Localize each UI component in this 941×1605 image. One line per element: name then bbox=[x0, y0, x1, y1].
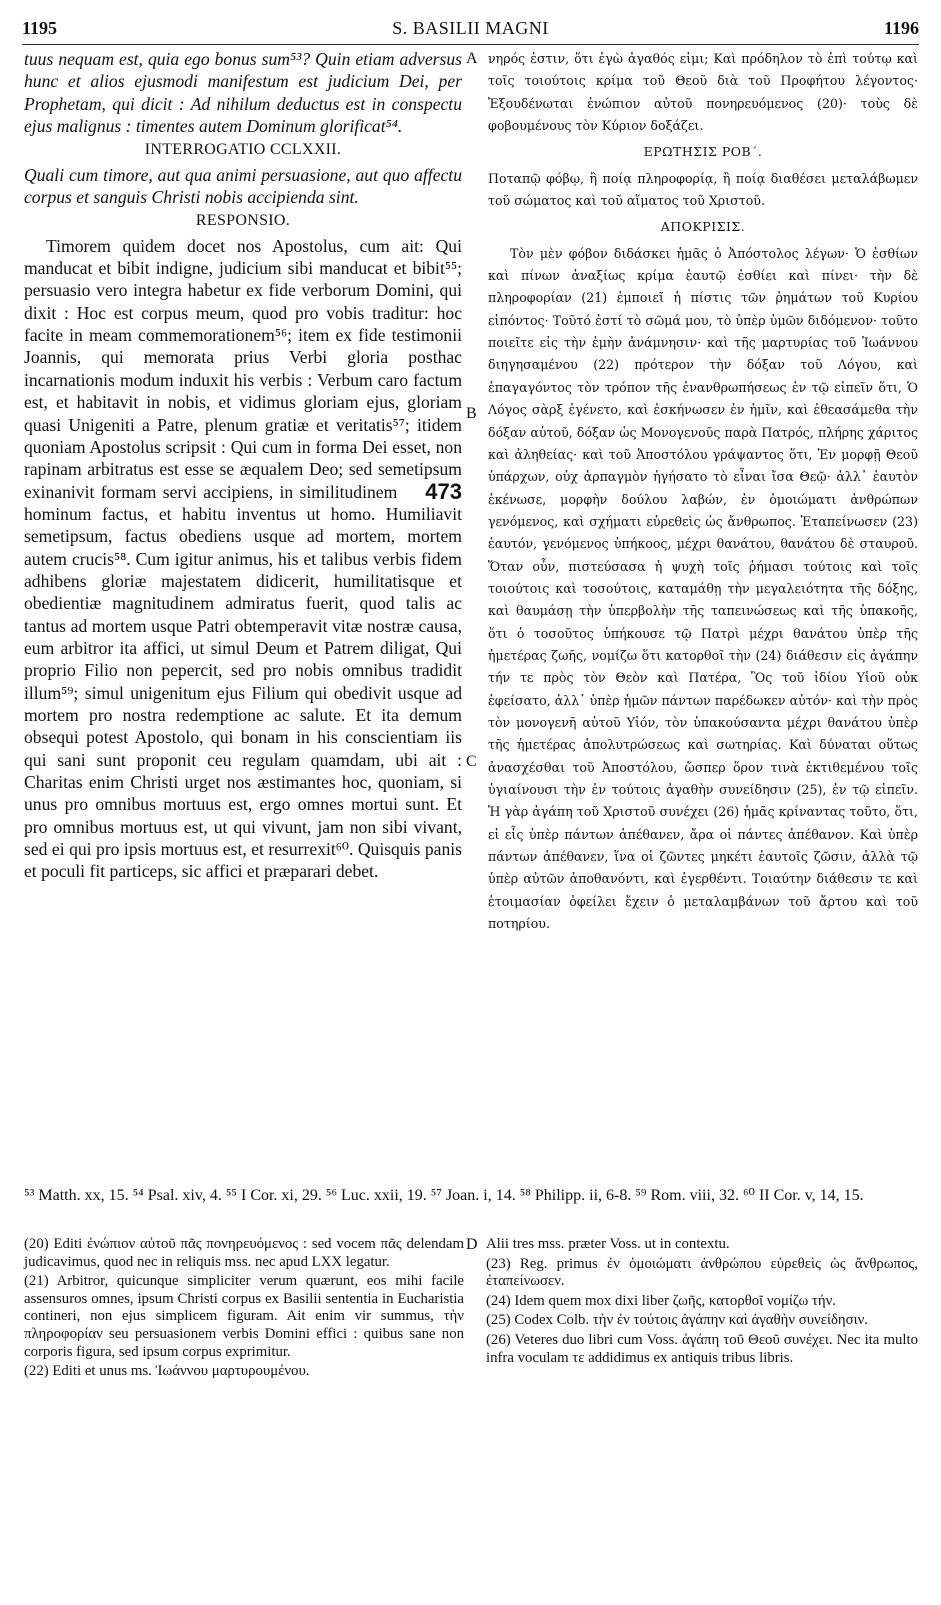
margin-letter-d: D bbox=[466, 1236, 478, 1253]
latin-responsio: RESPONSIO. bbox=[195, 212, 291, 230]
latin-body-part-2: similitudinem hominum factus, et habitu inventus ut homo. Humiliavit semetipsum, factus obediens usque ad mortem, mortem autem crucis⁵⁸. Cum igitur animus, his et talibus verbis fidem adhibens gloriæ majestatem didicerit, humilitatisque et obedientiæ magnitudinem admiratus fuerit, quod talis ac tantus ad mortem usque Patri obtemperavit vitæ nostræ causa, eum arbitror ita affici, ut simul Deum et Patrem diligat, Qui proprio Filio non pepercit, sed pro nobis omnibus tradidit illum⁵⁹; simul unigenitum ejus Filium qui obedivit usque ad mortem pro nostra redemptione ac salute. Et ita demum obsequi potest Apostolo, qui bonam in his conscientiam iis qui sani sunt proponit ceu regulam quamdam, ubi ait : Charitas enim Christi urget nos æstimantes hoc, quoniam, si unus pro omnibus mortuus est, ergo omnes mortui sunt. Et pro omnibus mortuus est, ut qui vivunt, jam non sibi vivant, sed ei qui pro ipsis mortuus est, et resurrexit⁶⁰. Quisquis panis et poculi fit particeps, sic affici et præparari debet. bbox=[24, 481, 462, 882]
footnote-22-continued: Alii tres mss. præter Voss. ut in contextu. bbox=[486, 1236, 730, 1252]
footnote-22: (22) Editi et unus ms. Ἰωάννου μαρτυρουμένου. bbox=[24, 1363, 310, 1380]
greek-question: Ποταπῷ φόβῳ, ἢ ποίᾳ πληροφορίᾳ, ἢ ποίᾳ διαθέσει μεταλάβωμεν τοῦ σώματος καὶ τοῦ αἵματος τοῦ Χριστοῦ. bbox=[488, 170, 918, 209]
page-header bbox=[22, 18, 919, 46]
greek-apokrisis: ΑΠΟΚΡΙΣΙΣ. bbox=[660, 219, 746, 235]
latin-column bbox=[24, 48, 462, 883]
latin-heading: INTERROGATIO CCLXXII. bbox=[144, 141, 342, 159]
greek-column bbox=[488, 48, 918, 935]
header-rule bbox=[22, 44, 919, 45]
latin-question: Quali cum timore, aut qua animi persuasione, aut quo affectu corpus et sanguis Christi nobis accipienda sint. bbox=[24, 164, 462, 208]
page-number-left: 1195 bbox=[22, 18, 58, 38]
footnote-23: (23) Reg. primus ἐν ὁμοιώματι ἀνθρώπου εὑρεθεὶς ὡς ἄνθρωπος, ἐταπείνωσεν. bbox=[486, 1255, 918, 1290]
footnote-20: (20) Editi ἐνώπιον αὐτοῦ πᾶς πονηρευόμενος : sed vocem πᾶς delendam judicavimus, quod nec in reliquis mss. nec apud LXX legatur. bbox=[24, 1236, 464, 1270]
footnote-25: (25) Codex Colb. τὴν ἐν τούτοις ἀγάπην καὶ ἀγαθὴν συνείδησιν. bbox=[486, 1312, 868, 1329]
footnotes-left bbox=[24, 1236, 464, 1383]
greek-body: Τὸν μὲν φόβον διδάσκει ἡμᾶς ὁ Ἀπόστολος λέγων· Ὁ ἐσθίων καὶ πίνων ἀναξίως κρίμα ἑαυτῷ ἐσθίει καὶ πίνει· τὴν δὲ πληροφορίαν (21) ἐμποιεῖ ἡ πίστις τῶν ῥημάτων τοῦ Κυρίου εἰπόντος· Τοῦτό ἐστί τὸ σῶμά μου, τὸ ὑπὲρ ὑμῶν διδόμενον· τοῦτο ποιεῖτε εἰς τὴν ἐμὴν ἀνάμνησιν· καὶ τῆς μαρτυρίας τοῦ Ἰωάννου διηγησαμένου (22) πρότερον τὴν δόξαν τοῦ Λόγου, καὶ ἐπαγαγόντος τὸν τρόπον τῆς ἐνανθρωπήσεως ἐν τῷ εἰπεῖν ὅτι, Ὁ Λόγος σὰρξ ἐγένετο, καὶ ἐσκήνωσεν ἐν ἡμῖν, καὶ ἐθεασάμεθα τὴν δόξαν αὐτοῦ, δόξαν ὡς Μονογενοῦς παρὰ Πατρός, πλήρης χάριτος καὶ ἀληθείας· καὶ τοῦ Ἀποστόλου γράψαντος ὅτι, Ἐν μορφῇ Θεοῦ ὑπάρχων, οὐχ ἁρπαγμὸν ἡγήσατο τὸ εἶναι ἴσα Θεῷ· ἀλλ᾽ ἑαυτὸν ἐκένωσε, μορφὴν δούλου λαβών, ἐν ὁμοιώματι ἀνθρώπων γενόμενος, καὶ σχήματι εὑρεθεὶς ὡς ἄνθρωπος. Ἐταπείνωσεν (23) ἑαυτόν, γενόμενος ὑπήκοος, μέχρι θανάτου, θανάτου δὲ σταυροῦ. Ὅταν οὖν, πιστεύσασα ἡ ψυχὴ τοῖς ῥήμασι τούτοις καὶ τοῖς τοιούτοις καὶ τοσούτοις, καταμάθῃ τὴν μεγαλειότητα τῆς δόξης, καὶ θαυμάσῃ τὴν ὑπερβολὴν τῆς ταπεινώσεως καὶ τῆς ὑπακοῆς, ὅτι ὁ τοσοῦτος ὑπήκουσε τῷ Πατρὶ μέχρι θανάτου ὑπὲρ τῆς ἡμετέρας ζωῆς, νομίζω ὅτι κατορθοῖ τὴν (24) διάθεσιν εἰς ἀγάπην τήν τε πρὸς τὸν Θεὸν καὶ Πατέρα, Ὃς τοῦ ἰδίου Υἱοῦ οὐκ ἐφείσατο, ἀλλ᾽ ὑπὲρ ἡμῶν πάντων παρέδωκεν αὐτόν· καὶ τὴν πρὸς τὸν μονογενῆ αὐτοῦ Υἱόν, τὸν ὑπακούσαντα μέχρι θανάτου ὑπὲρ τῆς ἡμετέρας ἀπολυτρώσεως καὶ σωτηρίας. Καὶ δύναται οὕτως ἀνασχέσθαι τοῦ Ἀποστόλου, ὥσπερ ὅρον τινὰ ἐκτιθεμένου τοῖς ὑγιαίνουσι τὴν ἐν τούτοις ἀγαθὴν συνείδησιν (25), ἐν τῷ εἰπεῖν. Ἡ γὰρ ἀγάπη τοῦ Χριστοῦ συνέχει (26) ἡμᾶς κρίναντας τοῦτο, ὅτι, εἰ εἷς ὑπὲρ πάντων ἀπέθανεν, ἄρα οἱ πάντες ἀπέθανον. Καὶ ὑπὲρ πάντων ἀπέθανεν, ἵνα οἱ ζῶντες μηκέτι ἑαυτοῖς ζῶσιν, ἀλλὰ τῷ ὑπὲρ αὐτῶν ἀποθανόντι, καὶ ἐγερθέντι. Τοιαύτην διάθεσιν τε καὶ ἑτοιμασίαν ὀφείλει ἔχειν ὁ μεταλαμβάνων τοῦ ἄρτου καὶ τοῦ ποτηρίου. bbox=[488, 245, 918, 932]
latin-body-part-1: Timorem quidem docet nos Apostolus, cum ait: Qui manducat et bibit indigne, judicium sibi manducat et bibit⁵⁵; persuasio vero integra habetur ex fide verborum Domini, qui dixit : Hoc est corpus meum, quod pro vobis traditur: hoc facite in meam commemorationem⁵⁶; item ex fide testimonii Joannis, qui memorata prius Verbi gloria posthac incarnationis modum induxit his verbis : Verbum caro factum est, et habitavit in nobis, et vidimus gloriam ejus, gloriam quasi Unigeniti a Patre, plenum gratiæ et veritatis⁵⁷; itidem quoniam Apostolus scripsit : Qui cum in forma Dei esset, non rapinam arbitratus est esse se æqualem Deo; sed semetipsum exinanivit formam servi accipiens, in bbox=[24, 235, 462, 502]
latin-body bbox=[24, 235, 462, 883]
margin-letter-c: C bbox=[466, 753, 477, 770]
margin-letter-a: A bbox=[466, 50, 478, 67]
footnote-24: (24) Idem quem mox dixi liber ζωῆς, κατορθοῖ νομίζω τήν. bbox=[486, 1292, 836, 1309]
latin-intro: tuus nequam est, quia ego bonus sum⁵³? Quin etiam adversus hunc et alios ejusmodi manifestum est judicium Dei, per Prophetam, qui dicit : Ad nihilum deductus est in conspectu ejus malignus : timentes autem Dominum glorificat⁵⁴. bbox=[24, 49, 462, 137]
page-number-right: 1196 bbox=[883, 18, 919, 38]
margin-letter-b: B bbox=[466, 405, 477, 422]
scripture-references: ⁵³ Matth. xx, 15. ⁵⁴ Psal. xiv, 4. ⁵⁵ I Cor. xi, 29. ⁵⁶ Luc. xxii, 19. ⁵⁷ Joan. i, 14. ⁵⁸ Philipp. ii, 6-8. ⁵⁹ Rom. viii, 32. ⁶⁰ II Cor. v, 14, 15. bbox=[24, 1187, 864, 1204]
footnote-26: (26) Veteres duo libri cum Voss. ἀγάπη τοῦ Θεοῦ συνέχει. Nec ita multo infra voculam τε addidimus ex antiquis tribus libris. bbox=[486, 1331, 918, 1366]
running-title: S. BASILII MAGNI bbox=[392, 18, 549, 38]
greek-heading: ΕΡΩΤΗΣΙΣ ΡΟΒ΄. bbox=[643, 144, 763, 160]
footnotes-right bbox=[486, 1236, 918, 1369]
footnote-21: (21) Arbitror, quicunque simpliciter verum quærunt, eos mihi facile assensuros omnes, ipsum Christi corpus ex Basilii sententia in Eucharistia contineri, non ejus simplicem figuram. Ait enim vir summus, τὴν πληροφορίαν seu persuasionem verbis Domini effici : quibus sane non corporis figura, sed ipsum corpus exprimitur. bbox=[24, 1273, 464, 1360]
greek-intro: νηρός ἐστιν, ὅτι ἐγὼ ἀγαθός εἰμι; Καὶ πρόδηλον τὸ ἐπὶ τούτῳ καὶ τοῖς τοιούτοις κρίμα τοῦ Θεοῦ διὰ τοῦ Προφήτου λέγοντος· Ἐξουδένωται ἐνώπιον αὐτοῦ πονηρευόμενος (20)· τοὺς δὲ φοβουμένους τὸν Κύριον δοξάζει. bbox=[488, 51, 918, 134]
column-number: 473 bbox=[425, 478, 462, 504]
